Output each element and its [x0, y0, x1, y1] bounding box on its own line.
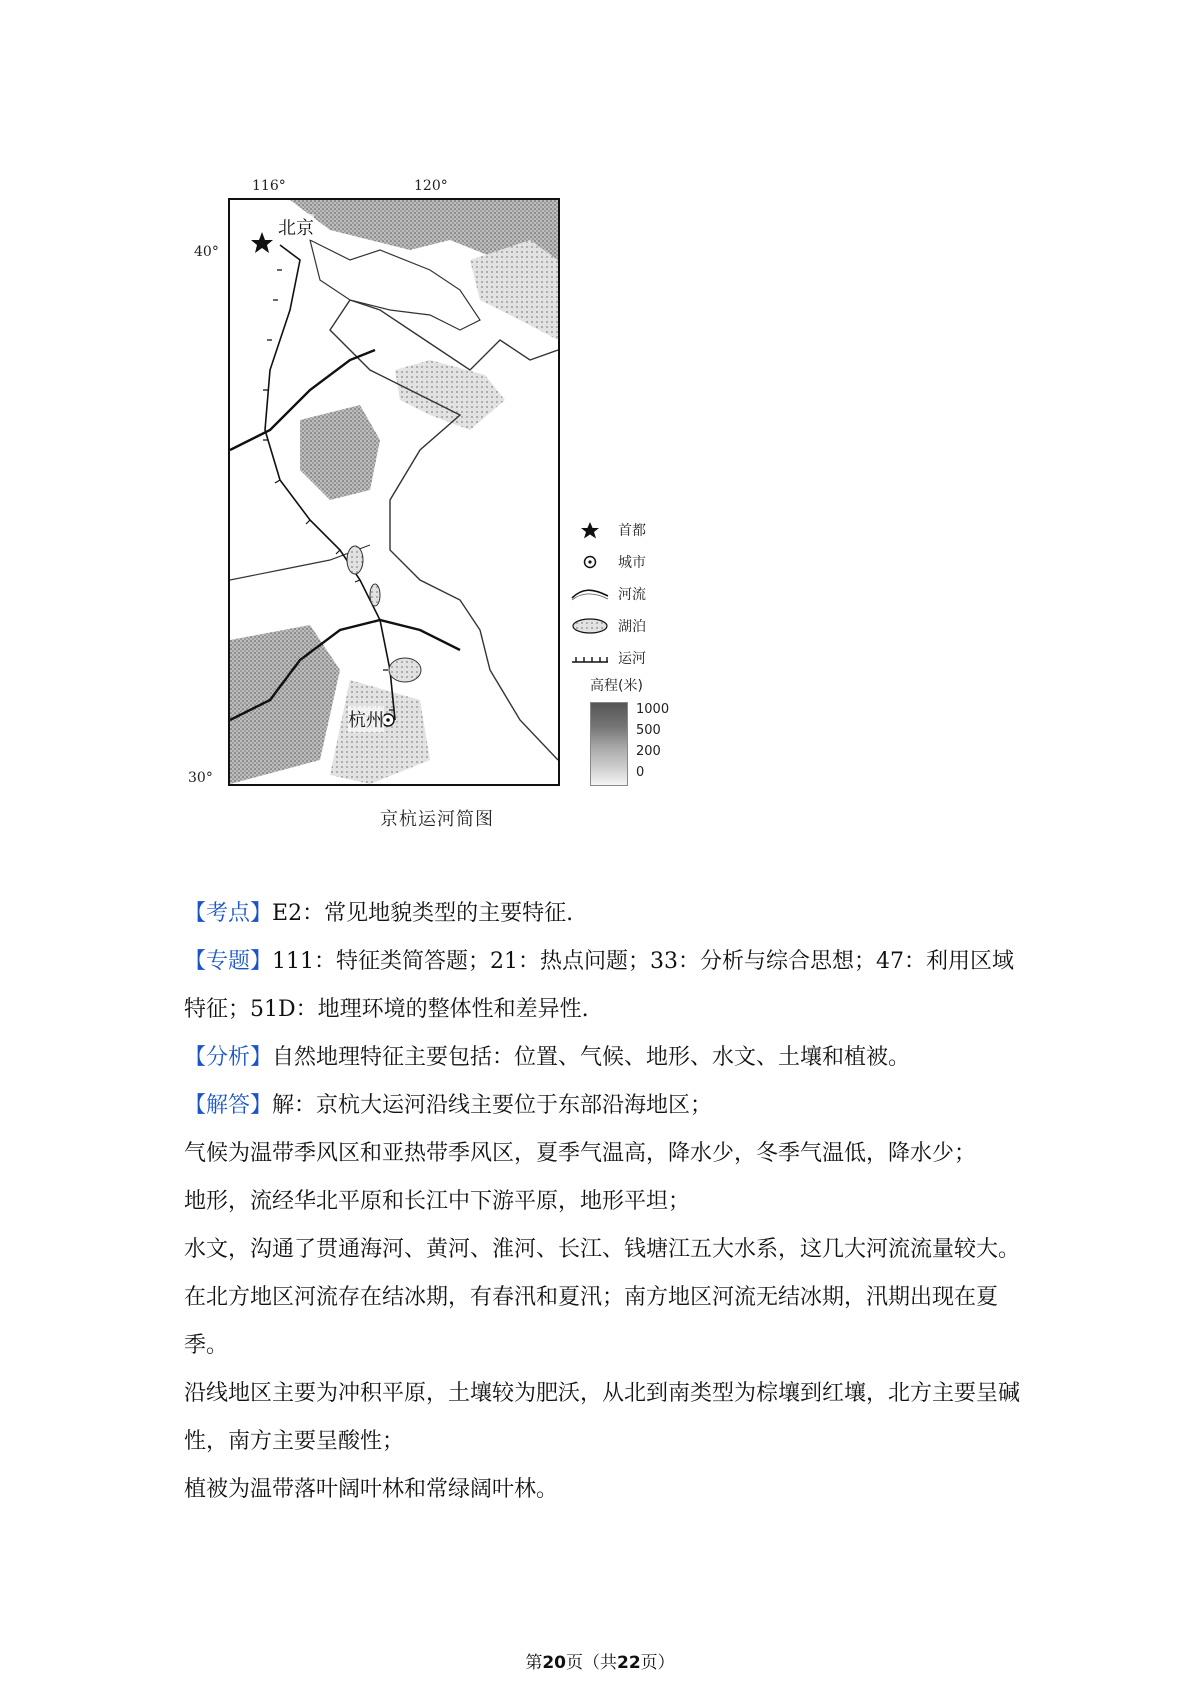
river-icon: [570, 584, 610, 604]
terrain-paragraph: 地形，流经华北平原和长江中下游平原，地形平坦；: [184, 1189, 691, 1214]
lat-label-40: 40°: [194, 244, 219, 260]
canal-icon: [570, 648, 610, 668]
jieda-text: 解：京杭大运河沿线主要位于东部沿海地区；: [272, 1093, 713, 1118]
beijing-star: [251, 232, 273, 253]
elevation-1000: 1000: [636, 702, 670, 717]
fenxi-tag: 【分析】: [184, 1045, 273, 1070]
zhuanti-tag: 【专题】: [184, 949, 273, 974]
jieda-tag: 【解答】: [184, 1093, 273, 1118]
star-icon: [570, 520, 610, 540]
elevation-0: 0: [636, 765, 645, 780]
beijing-label: 北京: [278, 214, 314, 240]
legend-item-river: 河流: [570, 584, 646, 604]
taishan-region: [300, 405, 380, 500]
lake-hongze: [347, 546, 363, 574]
climate-paragraph: 气候为温带季风区和亚热带季风区，夏季气温高，降水少，冬季气温低，降水少；: [184, 1141, 977, 1166]
southern-hills: [230, 625, 340, 784]
lake-icon: [570, 616, 610, 636]
zhuanti-paragraph: [184, 938, 1034, 1034]
elevation-200: 200: [636, 744, 661, 759]
hydrology-paragraph: 水文，沟通了贯通海河、黄河、淮河、长江、钱塘江五大水系，这几大河流流量较大。: [184, 1237, 1021, 1262]
lat-label-30: 30°: [188, 770, 213, 786]
grand-canal-map: [228, 198, 560, 786]
lon-label-116: 116°: [252, 178, 286, 194]
lon-label-120: 120°: [414, 178, 448, 194]
map-drawing: [230, 200, 558, 784]
jieda-paragraph: [184, 1082, 1034, 1130]
legend-item-capital: 首都: [570, 520, 646, 540]
legend-item-canal: 运河: [570, 648, 646, 668]
answer-section: [184, 890, 1034, 1514]
total-pages: 22: [617, 1653, 641, 1673]
map-caption: 京杭运河简图: [380, 809, 494, 830]
elevation-scale: [590, 702, 628, 786]
kaodian-paragraph: [184, 890, 1034, 938]
shandong-hills: [395, 360, 505, 430]
vegetation-paragraph: 植被为温带落叶阔叶林和常绿阔叶林。: [184, 1477, 559, 1502]
legend-item-city: 城市: [570, 552, 646, 572]
hangzhou-label: 杭州: [348, 706, 384, 732]
soil-paragraph: 沿线地区主要为冲积平原，土壤较为肥沃，从北到南类型为棕壤到红壤，北方主要呈碱性，南方主要呈酸性；: [184, 1381, 1021, 1454]
liaodong-hills: [470, 240, 558, 340]
kaodian-text: E2：常见地貌类型的主要特征.: [272, 901, 574, 926]
elevation-500: 500: [636, 723, 661, 738]
elevation-title: 高程(米): [590, 678, 643, 694]
ice-period-paragraph: 在北方地区河流存在结冰期，有春汛和夏汛；南方地区河流无结冰期，汛期出现在夏季。: [184, 1285, 999, 1358]
bohai-coast: [310, 240, 480, 330]
fenxi-text: 自然地理特征主要包括：位置、气候、地形、水文、土壤和植被。: [272, 1045, 911, 1070]
kaodian-tag: 【考点】: [184, 901, 273, 926]
city-circle-icon: [570, 552, 610, 572]
legend-item-lake: 湖泊: [570, 616, 646, 636]
page-footer: 第20页（共22页）: [525, 1653, 675, 1673]
zhuanti-text: 111：特征类简答题；21：热点问题；33：分析与综合思想；47：利用区域特征；51D：地理环境的整体性和差异性.: [184, 949, 1014, 1022]
lake-gaoyou: [370, 584, 380, 606]
fenxi-paragraph: [184, 1034, 1034, 1082]
lake-tai: [389, 658, 421, 682]
page-number: 20: [542, 1653, 566, 1673]
zhejiang-hills: [330, 680, 430, 784]
